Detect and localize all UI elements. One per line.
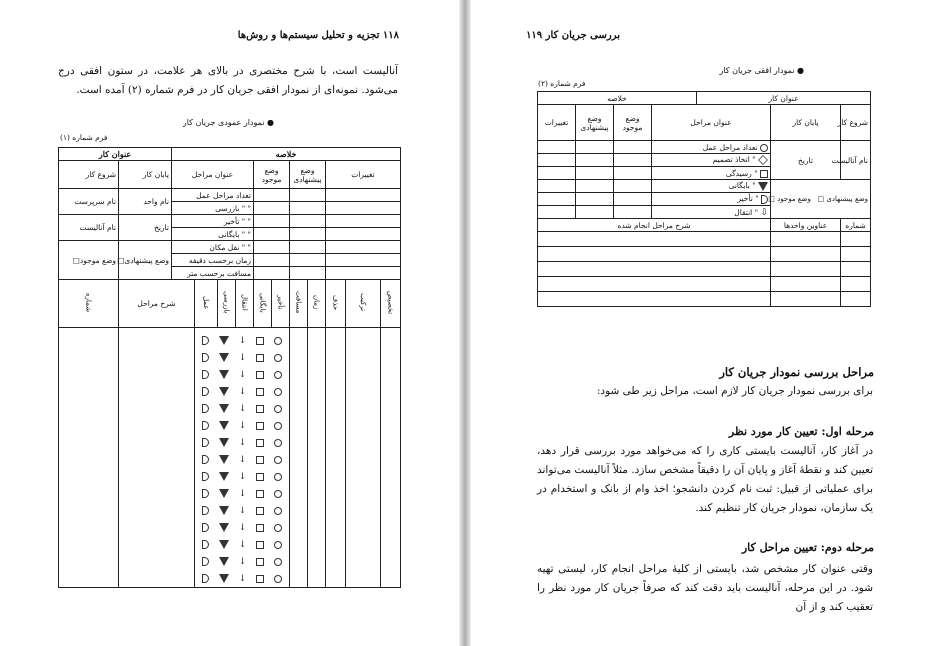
operation-icon (274, 575, 282, 583)
detail-body-row (59, 328, 401, 588)
delay-icon (202, 370, 209, 379)
operation-icon (274, 422, 282, 430)
left-page (0, 0, 459, 646)
transport-arrow-icon: ↓ (238, 488, 247, 499)
symbol-row (197, 349, 287, 366)
section-heading: مراحل بررسی نمودار جریان کار (719, 365, 874, 379)
operation-icon (274, 524, 282, 532)
inspection-icon (256, 422, 264, 430)
symbol-row (197, 553, 287, 570)
transport-arrow-icon: ↓ (238, 352, 247, 363)
steps-header: عنوان مراحل (172, 161, 254, 189)
symbol-col-storage: بایگانی (258, 292, 267, 313)
transport-arrow-icon: ↓ (238, 386, 247, 397)
col-combine: ترکیب (359, 293, 367, 312)
step1-paragraph: در آغاز کار، آنالیست بایستی کاری را که می‌خواهد مورد بررسی قرار دهد، تعیین کند و نقطهٔ آغاز و پایان آن را دقیقاً مشخص سازد. مثلاً آنالیست می‌تواند برای عملیاتی از قبیل: ثبت نام کردن دانشجو؛ اخذ وام از بانک و استخدام در یک سازمان، نمودار جریان کار تنظیم کند. (537, 445, 873, 514)
transport-arrow-icon: ↓ (238, 454, 247, 465)
transport-arrow-icon: ↓ (238, 335, 247, 346)
symbol-row (197, 383, 287, 400)
delay-icon (202, 455, 209, 464)
inspection-icon (256, 405, 264, 413)
inspection-icon (256, 388, 264, 396)
transport-arrow-icon: ↓ (238, 539, 247, 550)
summary-row: " اتخاذ تصمیم (652, 154, 771, 167)
existing-header: وضع موجود (254, 161, 290, 189)
storage-icon (219, 506, 229, 515)
inspection-icon (256, 490, 264, 498)
symbol-row (197, 485, 287, 502)
step1-heading: مرحله اول: تعیین کار مورد نظر (728, 425, 874, 438)
delay-icon (202, 387, 209, 396)
storage-icon (219, 404, 229, 413)
analyst-label: نام آنالیست (59, 215, 119, 241)
operation-icon (274, 371, 282, 379)
delay-icon (202, 472, 209, 481)
summary-row: " " بایگانی (172, 228, 254, 241)
summary-row: زمان برحسب دقیقه (172, 254, 254, 267)
right-page (471, 0, 936, 646)
operation-icon (274, 541, 282, 549)
proposed-checkbox-label: وضع پیشنهادی □ (817, 195, 869, 203)
unit-label: نام واحد (119, 189, 172, 215)
summary-row: " " تأخیر (172, 215, 254, 228)
status-options (768, 180, 871, 219)
symbol-row (197, 570, 287, 587)
operation-icon (274, 507, 282, 515)
summary-row: مسافت برحسب متر (172, 267, 254, 280)
storage-icon (219, 557, 229, 566)
delay-icon (202, 557, 209, 566)
summary-title: خلاصه (538, 92, 697, 105)
storage-icon (219, 336, 229, 345)
symbol-row (197, 502, 287, 519)
operation-icon (274, 456, 282, 464)
storage-icon (219, 370, 229, 379)
storage-icon (219, 472, 229, 481)
delay-icon (202, 438, 209, 447)
description-header: شرح مراحل انجام شده (538, 219, 771, 232)
operation-icon (760, 144, 768, 152)
symbol-row (197, 451, 287, 468)
left-page-header: ۱۱۸ تجزیه و تحلیل سیستم‌ها و روش‌ها (237, 30, 399, 41)
inspection-icon (256, 337, 264, 345)
start-label: شروع کار (841, 105, 871, 141)
transport-arrow-icon: ↓ (238, 369, 247, 380)
book-gutter (459, 0, 471, 646)
proposed-header: وضع پیشنهادی (576, 105, 614, 141)
symbol-row (197, 434, 287, 451)
operation-icon (274, 337, 282, 345)
description-header: شرح مراحل (119, 280, 195, 328)
storage-icon (219, 489, 229, 498)
existing-header: وضع موجود (614, 105, 652, 141)
symbol-row (197, 536, 287, 553)
delay-icon (202, 574, 209, 583)
delay-icon (202, 404, 209, 413)
left-paragraph: آنالیست است، با شرح مختصری در بالای هر علامت، در ستون افقی درج می‌شود. نمونه‌ای از نمودار افقی جریان کار در فرم شماره (۲) آمده است. (58, 65, 398, 96)
form-title: عنوان کار (697, 92, 871, 105)
steps-header: عنوان مراحل (652, 105, 771, 141)
existing-checkbox-label: وضع موجود□ (59, 241, 119, 280)
transport-arrow-icon: ↓ (238, 522, 247, 533)
storage-icon (219, 540, 229, 549)
symbol-row (197, 366, 287, 383)
col-distance: مسافت (294, 291, 303, 314)
inspection-icon (760, 170, 768, 178)
step2-heading: مرحله دوم: تعیین مراحل کار (741, 541, 874, 554)
units-header: عناوین واحدها (771, 219, 841, 232)
storage-icon (219, 523, 229, 532)
delay-icon (202, 523, 209, 532)
start-label: شروع کار (59, 161, 119, 189)
summary-row: تعداد مراحل عمل (652, 141, 771, 154)
inspection-icon (256, 456, 264, 464)
transport-arrow-icon: ↓ (238, 505, 247, 516)
operation-icon (274, 388, 282, 396)
inspection-icon (256, 473, 264, 481)
symbol-col-inspection: بازرسی (222, 291, 231, 314)
storage-icon (219, 574, 229, 583)
operation-icon (274, 439, 282, 447)
changes-header: تغییرات (538, 105, 576, 141)
storage-icon (219, 455, 229, 464)
delay-icon (202, 421, 209, 430)
date-label: تاریخ (771, 141, 841, 180)
intro-paragraph: برای بررسی نمودار جریان کار لازم است، مراحل زیر طی شود: (596, 385, 873, 397)
end-label: پایان کار (119, 161, 172, 189)
operation-icon (274, 558, 282, 566)
symbol-row (197, 400, 287, 417)
delay-icon (202, 336, 209, 345)
storage-icon (219, 438, 229, 447)
right-caption: ● نمودار افقی جریان کار (719, 66, 804, 75)
horizontal-flow-form (537, 91, 871, 307)
col-allocate: تخصیص (386, 290, 395, 315)
analyst-label: نام آنالیست (841, 141, 871, 180)
inspection-icon (256, 558, 264, 566)
transport-arrow-icon: ↓ (238, 471, 247, 482)
col-time: زمان (312, 295, 321, 310)
symbol-col-operation: عمل (202, 295, 210, 310)
operation-icon (274, 473, 282, 481)
summary-row: تعداد مراحل عمل (172, 189, 254, 202)
inspection-icon (256, 507, 264, 515)
symbol-col-delay: تأخیر (276, 295, 285, 310)
existing-checkbox-label: وضع موجود □ (768, 195, 811, 203)
storage-icon (219, 421, 229, 430)
transport-arrow-icon: ↓ (238, 403, 247, 414)
proposed-header: وضع پیشنهادی (290, 161, 326, 189)
storage-icon (219, 353, 229, 362)
symbol-row (197, 468, 287, 485)
delay-icon (202, 489, 209, 498)
summary-row: ⇩ " انتقال (652, 206, 771, 219)
delay-icon (202, 540, 209, 549)
inspection-icon (256, 524, 264, 532)
date-label: تاریخ (119, 215, 172, 241)
transport-arrow-icon: ↓ (238, 573, 247, 584)
summary-row: " بایگانی (652, 180, 771, 193)
storage-icon (758, 182, 768, 191)
inspection-icon (256, 354, 264, 362)
proposed-checkbox-label: وضع پیشنهادی□ (119, 241, 172, 280)
inspection-icon (256, 541, 264, 549)
summary-row: " " بازرسی (172, 202, 254, 215)
col-eliminate: حذف (331, 294, 340, 311)
delay-icon (202, 506, 209, 515)
number-header: شماره (84, 292, 93, 313)
inspection-icon (256, 575, 264, 583)
supervisor-label: نام سرپرست (59, 189, 119, 215)
delay-icon (202, 353, 209, 362)
symbol-col-transport: انتقال (240, 294, 249, 311)
vertical-flow-form (58, 147, 401, 588)
right-page-header: بررسی جریان کار ۱۱۹ (526, 30, 620, 41)
number-header: شماره (841, 219, 871, 232)
step2-paragraph: وقتی عنوان کار مشخص شد، بایستی از کلیهٔ مراحل انجام کار، لیستی تهیه شود. در این مرحله، آنالیست باید دقت کند که صرفاً جریان کار مورد نظر را تعقیب کند و از آن (537, 563, 873, 613)
transport-arrow-icon: ↓ (238, 437, 247, 448)
symbol-row (197, 332, 287, 349)
inspection-icon (256, 371, 264, 379)
symbol-grid (197, 332, 287, 587)
operation-icon (274, 490, 282, 498)
transport-arrow-icon: ↓ (238, 556, 247, 567)
summary-row: " تأخیر (652, 193, 771, 206)
detail-header-row (59, 280, 401, 328)
end-label: پایان کار (771, 105, 841, 141)
symbol-row (197, 519, 287, 536)
delay-icon (761, 195, 768, 204)
inspection-icon (256, 439, 264, 447)
transport-arrow-icon: ⇩ (760, 207, 769, 218)
changes-header: تغییرات (326, 161, 401, 189)
operation-icon (274, 354, 282, 362)
form-title: عنوان کار (59, 148, 172, 161)
operation-icon (274, 405, 282, 413)
summary-title: خلاصه (172, 148, 401, 161)
decision-icon (758, 155, 768, 165)
right-form-number: فرم شماره (۲) (538, 79, 586, 88)
symbol-row (197, 417, 287, 434)
summary-row: " " نقل مکان (172, 241, 254, 254)
summary-row: " رسیدگی (652, 167, 771, 180)
left-form-number: فرم شماره (۱) (60, 133, 108, 142)
transport-arrow-icon: ↓ (238, 420, 247, 431)
storage-icon (219, 387, 229, 396)
left-caption: ● نمودار عمودی جریان کار (182, 118, 274, 127)
